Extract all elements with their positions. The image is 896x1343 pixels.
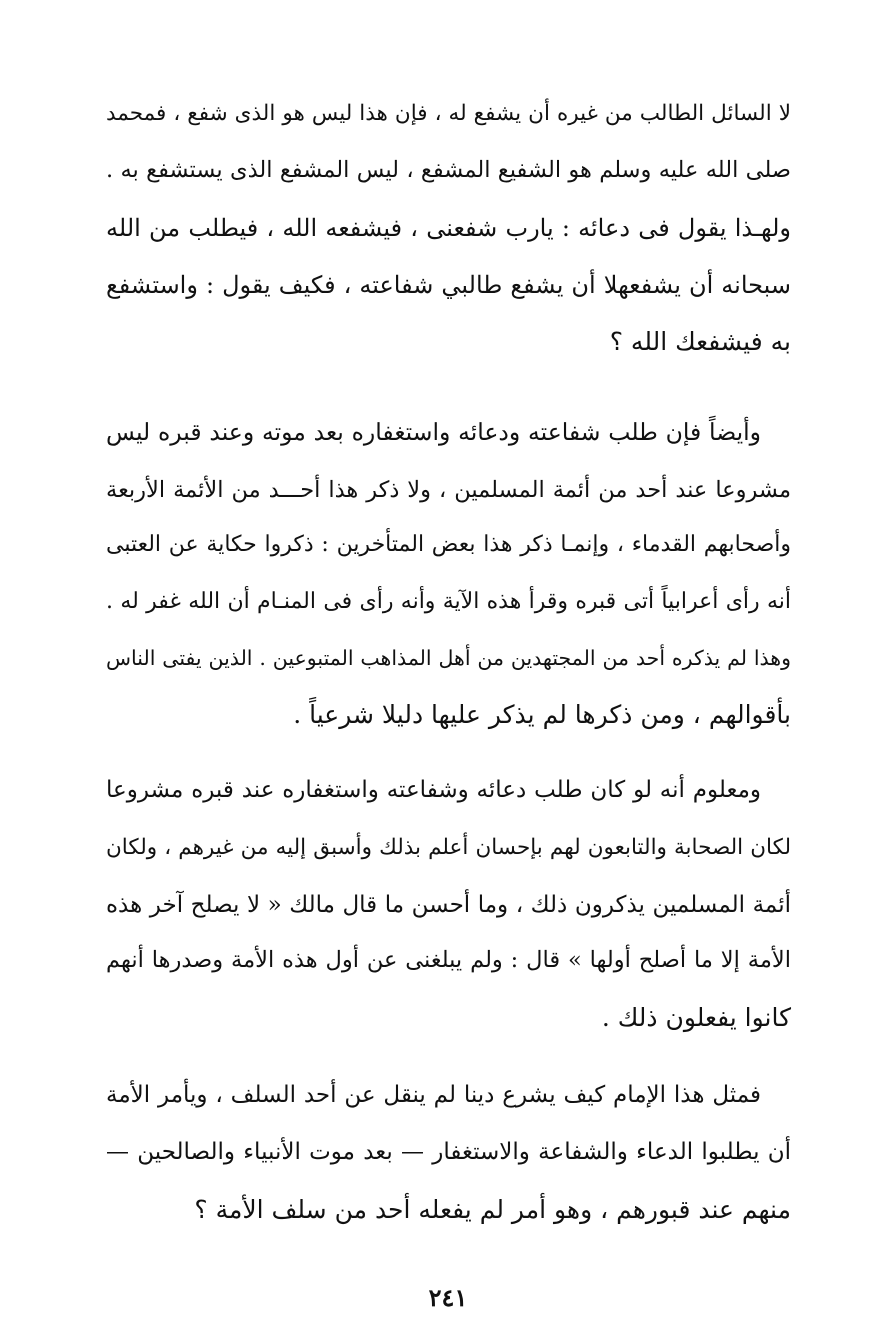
text-line: ومعلوم أنه لو كان طلب دعائه وشفاعته واستغفاره عند قبره مشروعا	[106, 777, 761, 803]
text-line: مشروعا عند أحد من أئمة المسلمين ، ولا ذكر هذا أحـــد من الأئمة الأربعة	[106, 477, 791, 503]
text-line: سبحانه أن يشفعهلا أن يشفع طالبي شفاعته ، فكيف يقول : واستشفع	[106, 271, 791, 299]
text-line: لكان الصحابة والتابعون لهم بإحسان أعلم بذلك وأسبق إليه من غيرهم ، ولكان	[106, 835, 791, 860]
text-line: صلى الله عليه وسلم هو الشفيع المشفع ، ليس المشفع الذى يستشفع به .	[106, 157, 791, 183]
text-line: الأمة إلا ما أصلح أولها » قال : ولم يبلغنى عن أول هذه الأمة وصدرها أنهم	[106, 947, 791, 973]
text-line: أئمة المسلمين يذكرون ذلك ، وما أحسن ما قال مالك « لا يصلح آخر هذه	[106, 892, 791, 918]
text-line: وأصحابهم القدماء ، وإنمـا ذكر هذا بعض المتأخرين : ذكروا حكاية عن العتبى	[106, 532, 791, 557]
text-line: منهم عند قبورهم ، وهو أمر لم يفعله أحد من سلف الأمة ؟	[194, 1195, 791, 1224]
text-line: أنه رأى أعرابياً أتى قبره وقرأ هذه الآية وأنه رأى فى المنـام أن الله غفر له .	[106, 589, 791, 614]
text-line: كانوا يفعلون ذلك .	[601, 1003, 791, 1032]
text-line: وهذا لم يذكره أحد من المجتهدين من أهل المذاهب المتبوعين . الذين يفتى الناس	[106, 646, 791, 670]
page-number: ٢٤١	[428, 1283, 468, 1312]
text-line: لا السائل الطالب من غيره أن يشفع له ، فإن هذا ليس هو الذى شفع ، فمحمد	[106, 101, 791, 126]
text-line: فمثل هذا الإمام كيف يشرع دينا لم ينقل عن أحد السلف ، ويأمر الأمة	[106, 1082, 761, 1108]
text-line: بأقوالهم ، ومن ذكرها لم يذكر عليها دليلا شرعياً .	[293, 700, 791, 729]
text-line: أن يطلبوا الدعاء والشفاعة والاستغفار — بعد موت الأنبياء والصالحين —	[106, 1139, 791, 1165]
text-line: به فيشفعك الله ؟	[609, 327, 791, 356]
text-line: ولهـذا يقول فى دعائه : يارب شفعنى ، فيشفعه الله ، فيطلب من الله	[106, 214, 791, 242]
text-line: وأيضاً فإن طلب شفاعته ودعائه واستغفاره بعد موته وعند قبره ليس	[106, 418, 761, 446]
